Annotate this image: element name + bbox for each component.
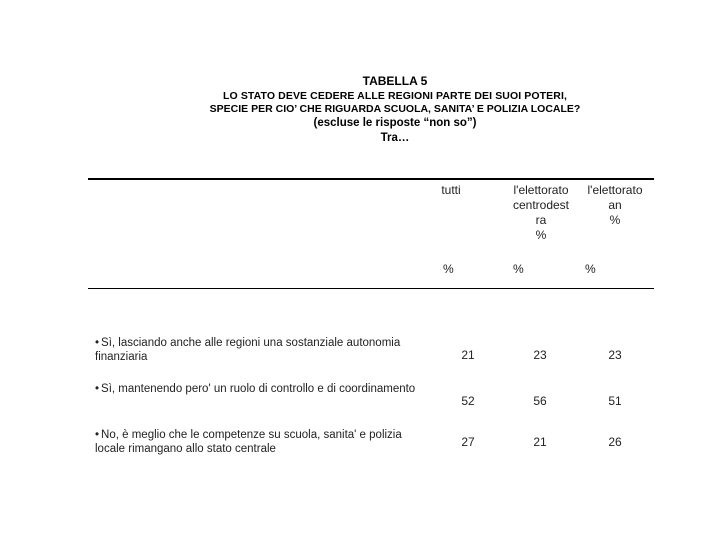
cell-row3-tutti: 27 [461,435,475,449]
mid-rule [88,288,654,289]
unit-tutti: % [443,262,454,276]
exclusion-note: (escluse le risposte “non so”) [313,117,477,129]
row-label: Sì, lasciando anche alle regioni una sostanziale autonomia finanziaria [95,337,401,363]
row-bullet: • [95,429,100,441]
table-row [95,336,425,364]
cell-row2-centrodestra: 56 [533,394,547,408]
question-line-2: SPECIE PER CIO’ CHE RIGUARDA SCUOLA, SANITA’ E POLIZIA LOCALE? [209,103,581,115]
cell-row2-an: 51 [608,394,622,408]
cell-row1-centrodestra: 23 [533,348,547,362]
among-label: Tra… [380,132,410,144]
table-row [95,428,425,456]
table-row [95,382,425,396]
cell-row1-an: 23 [608,348,622,362]
cell-row1-tutti: 21 [461,348,475,362]
cell-row2-tutti: 52 [461,394,475,408]
table-title: TABELLA 5 [362,74,428,88]
unit-centrodestra: % [513,262,524,276]
row-label: No, è meglio che le competenze su scuola, sanita' e polizia locale rimangano allo stato centrale [95,429,402,455]
top-rule [88,178,654,180]
row-bullet: • [95,337,100,349]
row-label: Sì, mantenendo pero' un ruolo di controllo e di coordinamento [101,383,416,395]
question-line-1: LO STATO DEVE CEDERE ALLE REGIONI PARTE DEI SUOI POTERI, [223,90,567,102]
column-header-tutti: tutti [441,183,461,197]
cell-row3-centrodestra: 21 [533,435,547,449]
column-header-an: l'elettorato an % [587,183,643,227]
column-header-centrodestra: l'elettorato centrodest ra % [512,183,570,242]
unit-an: % [585,262,596,276]
cell-row3-an: 26 [608,435,622,449]
row-bullet: • [95,383,100,395]
